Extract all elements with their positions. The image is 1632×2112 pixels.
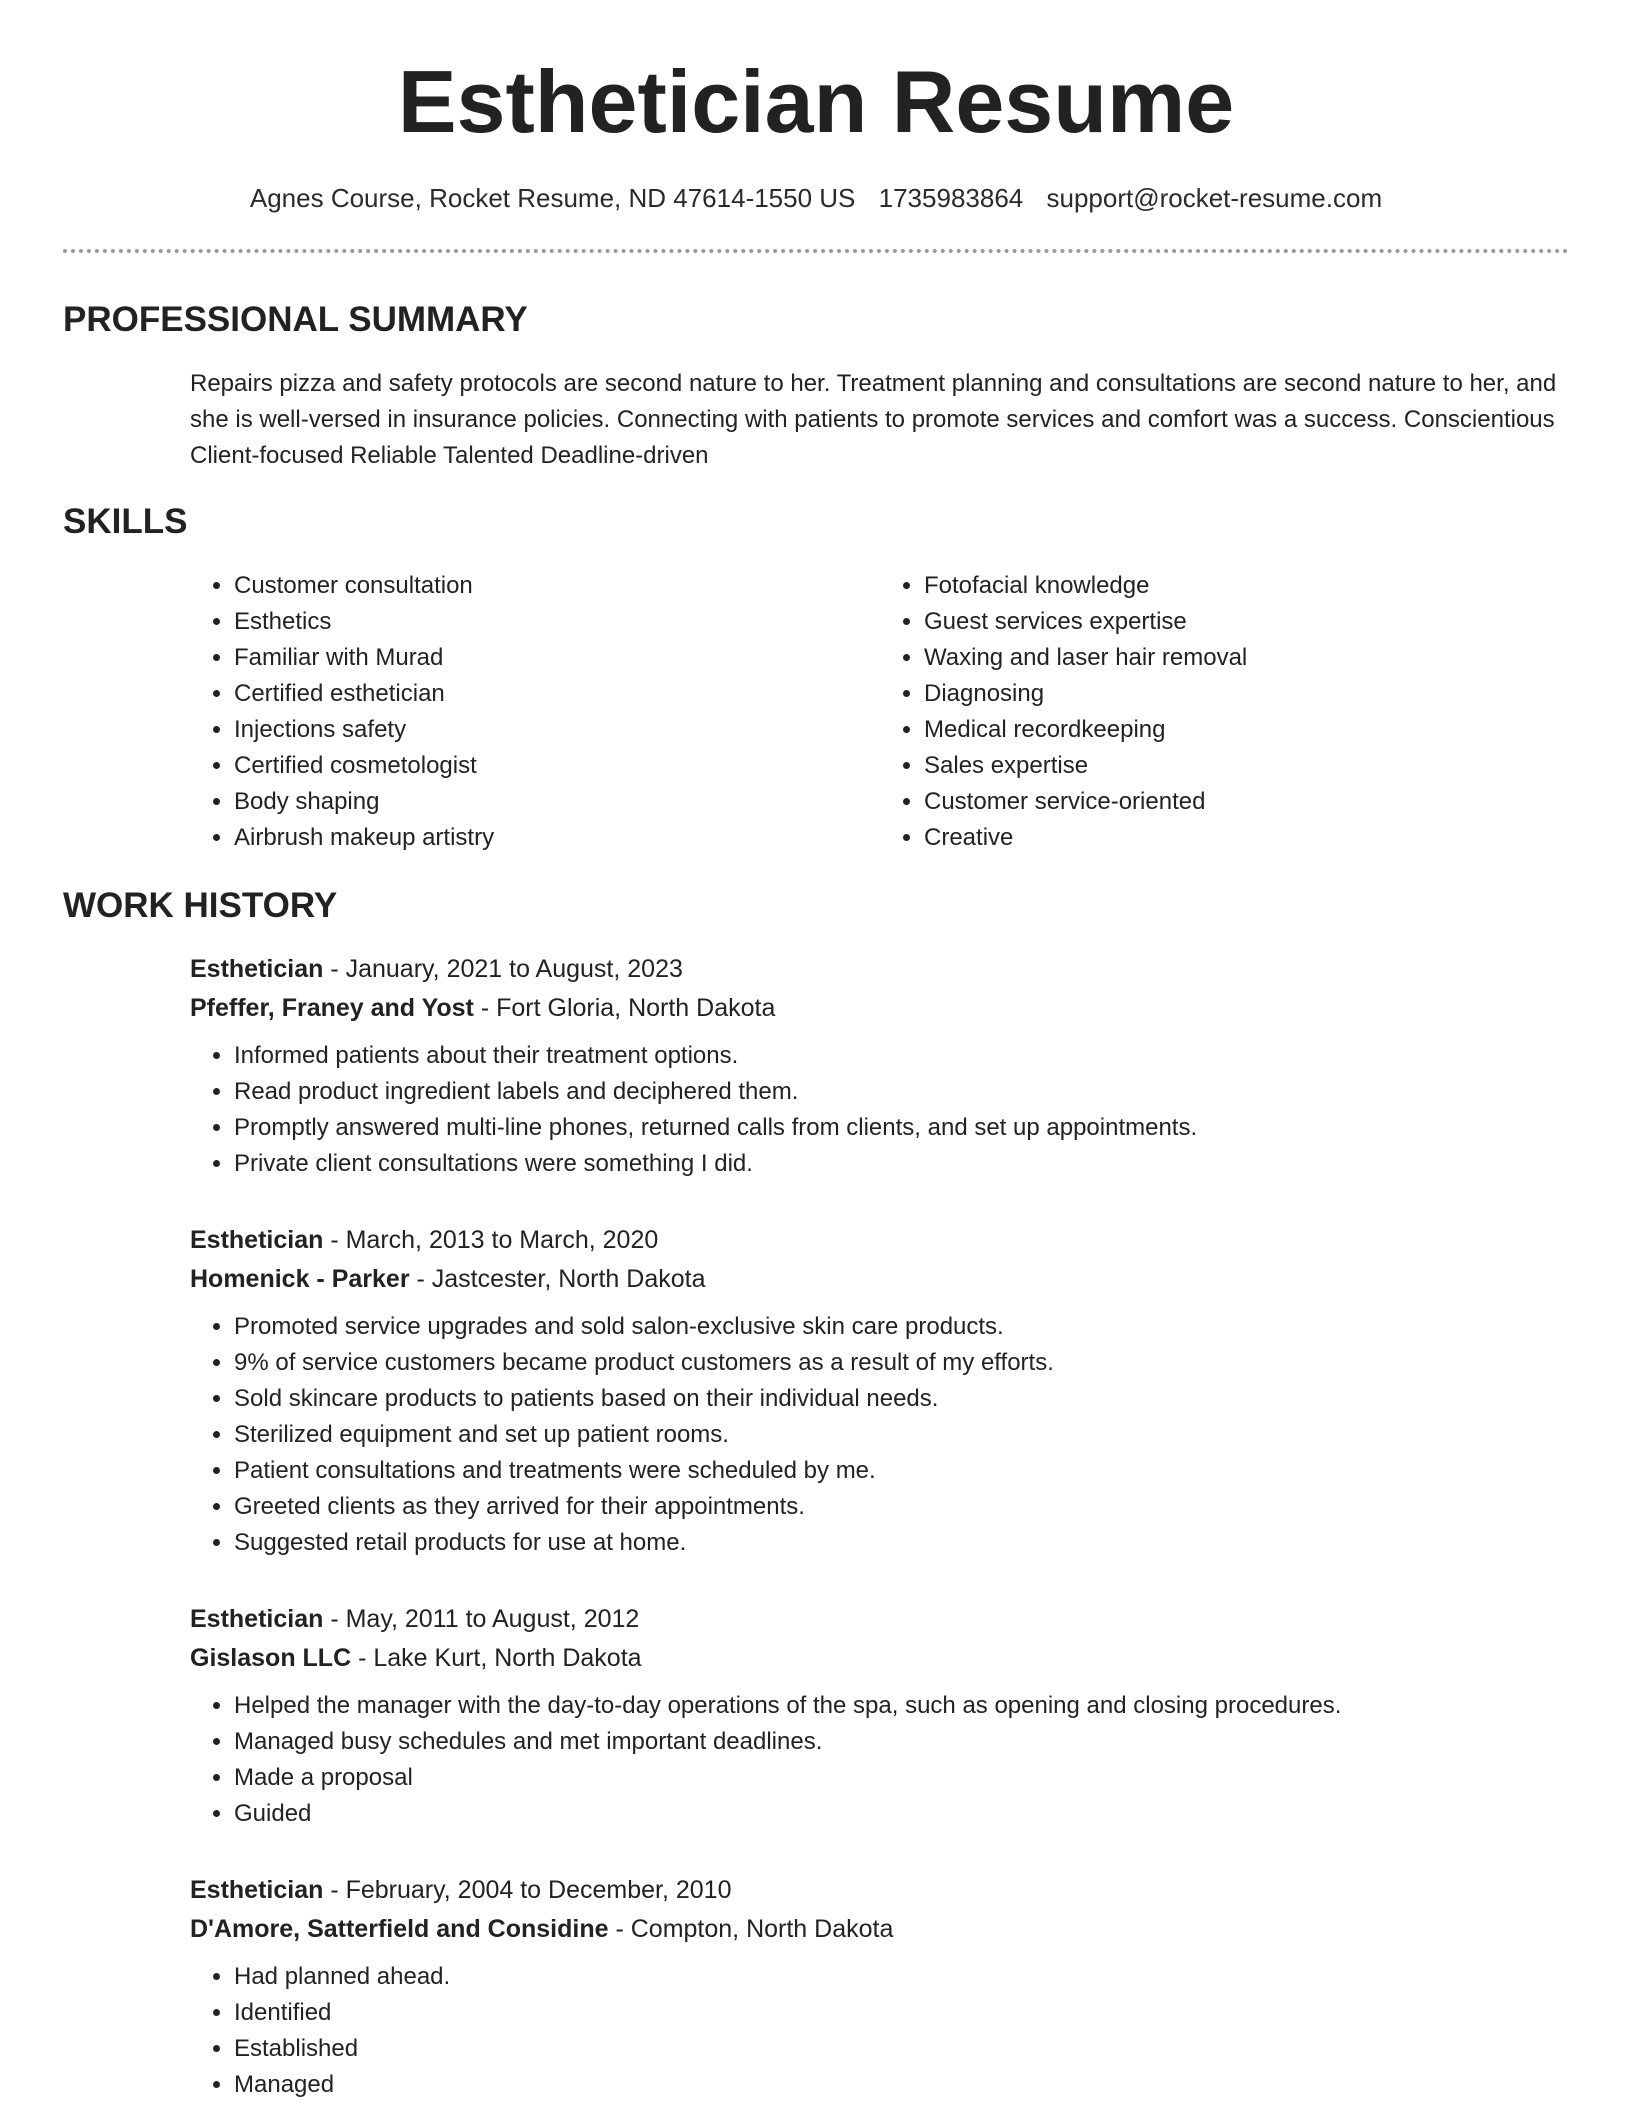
job-bullet: • Sterilized equipment and set up patient rooms. (234, 1417, 1570, 1453)
skill-item: • Airbrush makeup artistry (234, 820, 880, 856)
skill-item: • Injections safety (234, 712, 880, 748)
job-entry (190, 1871, 1570, 2103)
job-bullet: • Informed patients about their treatment options. (234, 1038, 1570, 1074)
job-bullet: • Patient consultations and treatments were scheduled by me. (234, 1453, 1570, 1489)
job-company: Homenick - Parker (190, 1265, 410, 1293)
resume-title: Esthetician Resume (397, 52, 1235, 151)
job-title-line (190, 1600, 1570, 1639)
job-title: Esthetician (190, 1605, 324, 1633)
summary-text: Repairs pizza and safety protocols are second nature to her. Treatment planning and consultations are second nature to her, and she is well-versed in insurance policies. Connecting with patients to promote services and comfort was a success. Conscientious Client-focused Reliable Talented Deadline-driven (190, 370, 1557, 469)
job-bullet: • Greeted clients as they arrived for their appointments. (234, 1489, 1570, 1525)
summary-text-block (190, 366, 1570, 474)
skill-item: • Fotofacial knowledge (924, 568, 1570, 604)
job-company: D'Amore, Satterfield and Considine (190, 1915, 609, 1943)
skills-columns (190, 568, 1570, 856)
job-bullet: • Read product ingredient labels and deciphered them. (234, 1074, 1570, 1110)
job-company-line (190, 1910, 1570, 1949)
job-dates: - March, 2013 to March, 2020 (323, 1226, 659, 1254)
job-company-line (190, 989, 1570, 1028)
job-bullets (190, 1688, 1570, 1832)
skill-item: • Guest services expertise (924, 604, 1570, 640)
job-bullet: • Identified (234, 1995, 1570, 2031)
job-bullet: • Helped the manager with the day-to-day operations of the spa, such as opening and closing procedures. (234, 1688, 1570, 1724)
skill-item: • Sales expertise (924, 748, 1570, 784)
skills-heading: SKILLS (63, 502, 188, 541)
contact-line (0, 180, 1632, 216)
job-company-line (190, 1639, 1570, 1678)
skill-item: • Customer consultation (234, 568, 880, 604)
job-bullet: • Managed busy schedules and met important deadlines. (234, 1724, 1570, 1760)
job-title-line (190, 950, 1570, 989)
job-bullet: • Guided (234, 1796, 1570, 1832)
skill-item: • Certified cosmetologist (234, 748, 880, 784)
job-bullet: • Suggested retail products for use at home. (234, 1525, 1570, 1561)
header-divider (63, 249, 1569, 253)
job-title-line (190, 1871, 1570, 1910)
job-entry (190, 1600, 1570, 1832)
job-title-line (190, 1221, 1570, 1260)
contact-address: Agnes Course, Rocket Resume, ND 47614-1550 US (249, 183, 856, 213)
job-location: - Lake Kurt, North Dakota (351, 1644, 642, 1672)
job-bullets (190, 1309, 1570, 1561)
skill-item: • Certified esthetician (234, 676, 880, 712)
job-dates: - February, 2004 to December, 2010 (323, 1876, 732, 1904)
skill-item: • Customer service-oriented (924, 784, 1570, 820)
job-bullet: • Private client consultations were something I did. (234, 1146, 1570, 1182)
job-dates: - January, 2021 to August, 2023 (323, 955, 683, 983)
contact-email: support@rocket-resume.com (1046, 183, 1383, 213)
skills-list-left (190, 568, 880, 856)
skill-item: • Esthetics (234, 604, 880, 640)
job-location: - Compton, North Dakota (608, 1915, 894, 1943)
job-bullet: • Promoted service upgrades and sold salon-exclusive skin care products. (234, 1309, 1570, 1345)
job-company: Pfeffer, Franey and Yost (190, 994, 474, 1022)
job-bullet: • 9% of service customers became product customers as a result of my efforts. (234, 1345, 1570, 1381)
job-bullet: • Promptly answered multi-line phones, returned calls from clients, and set up appointments. (234, 1110, 1570, 1146)
job-title: Esthetician (190, 955, 324, 983)
job-bullets (190, 1038, 1570, 1182)
job-bullet: • Made a proposal (234, 1760, 1570, 1796)
skill-item: • Creative (924, 820, 1570, 856)
job-bullet: • Sold skincare products to patients based on their individual needs. (234, 1381, 1570, 1417)
job-location: - Fort Gloria, North Dakota (473, 994, 776, 1022)
skill-item: • Diagnosing (924, 676, 1570, 712)
job-bullet: • Had planned ahead. (234, 1959, 1570, 1995)
job-bullets (190, 1959, 1570, 2103)
job-entry (190, 1221, 1570, 1561)
job-company-line (190, 1260, 1570, 1299)
job-bullet: • Established (234, 2031, 1570, 2067)
job-location: - Jastcester, North Dakota (409, 1265, 706, 1293)
work-history-heading: WORK HISTORY (63, 886, 338, 925)
summary-heading: PROFESSIONAL SUMMARY (63, 300, 528, 339)
job-dates: - May, 2011 to August, 2012 (323, 1605, 640, 1633)
job-entry (190, 950, 1570, 1182)
skill-item: • Medical recordkeeping (924, 712, 1570, 748)
skills-list-right (880, 568, 1570, 856)
job-bullet: • Managed (234, 2067, 1570, 2103)
job-title: Esthetician (190, 1226, 324, 1254)
job-title: Esthetician (190, 1876, 324, 1904)
skill-item: • Body shaping (234, 784, 880, 820)
skill-item: • Familiar with Murad (234, 640, 880, 676)
skill-item: • Waxing and laser hair removal (924, 640, 1570, 676)
job-company: Gislason LLC (190, 1644, 352, 1672)
contact-phone: 1735983864 (878, 183, 1024, 213)
